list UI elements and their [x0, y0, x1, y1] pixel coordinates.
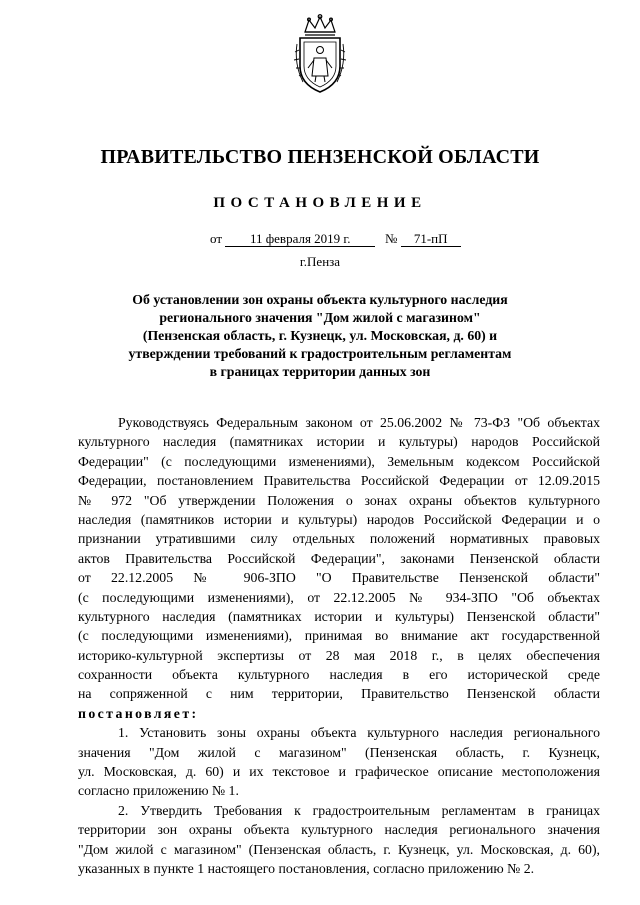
body-line: от 22.12.2005 № 906-ЗПО "О Правительстве Пензенской области" — [78, 570, 600, 586]
number-prefix: № — [385, 231, 398, 246]
government-title: ПРАВИТЕЛЬСТВО ПЕНЗЕНСКОЙ ОБЛАСТИ — [100, 146, 540, 168]
decree-date: 11 февраля 2019 г. — [225, 232, 375, 247]
document-body — [78, 413, 600, 878]
title-line: (Пензенская область, г. Кузнецк, ул. Московская, д. 60) и — [142, 328, 498, 343]
body-line: актов Правительства Российской Федерации", законами Пензенской области — [78, 550, 600, 566]
title-line: регионального значения "Дом жилой с магазином" — [159, 310, 481, 325]
body-line: Федерации, постановлением Правительства Российской Федерации от 12.09.2015 — [78, 473, 600, 489]
document-title — [110, 291, 530, 381]
body-line: на сопряженной с ним территории, Правительство Пензенской области — [78, 686, 600, 702]
date-prefix: от — [210, 231, 223, 246]
body-line: (с последующими изменениями), от 22.12.2005 № 934-ЗПО "Об объектах — [78, 589, 600, 605]
date-number-line — [210, 231, 461, 247]
title-line: утверждении требований к градостроительным регламентам — [128, 346, 512, 361]
body-line: территории зон охраны объекта культурного наследия регионального значения — [78, 822, 600, 838]
body-line: признании утратившими силу отдельных положений нормативных правовых — [78, 531, 600, 547]
title-line: Об установлении зон охраны объекта культурного наследия — [132, 292, 508, 307]
city-name: г.Пенза — [299, 254, 341, 269]
body-line: "Дом жилой с магазином" (Пензенская область, г. Кузнецк, ул. Московская, д. 60), — [78, 841, 600, 857]
body-line: культурного наследия (памятниках истории и культуры) Пензенской области" — [78, 608, 600, 624]
body-line: (с последующими изменениями), принимая во внимание акт государственной — [78, 628, 600, 644]
body-line: указанных в пункте 1 настоящего постановления, согласно приложению № 2. — [78, 860, 535, 876]
body-line: Руководствуясь Федеральным законом от 25.06.2002 № 73-ФЗ "Об объектах — [118, 415, 600, 430]
body-line: Федерации" (с последующими изменениями), Земельным кодексом Российской — [78, 453, 600, 469]
resolves-word: постановляет: — [78, 705, 199, 721]
document-type: ПОСТАНОВЛЕНИЕ — [213, 195, 427, 211]
decree-number: 71-пП — [401, 232, 461, 247]
clause-1-line: 1. Установить зоны охраны объекта культурного наследия регионального — [118, 725, 600, 741]
title-line: в границах территории данных зон — [209, 364, 431, 379]
clause-2-line: 2. Утвердить Требования к градостроительным регламентам в границах — [118, 802, 600, 818]
body-line: наследия (памятников истории и культуры) народов Российской Федерации и о — [78, 511, 600, 527]
body-line: сохранности объекта культурного наследия в его исторической среде — [78, 667, 600, 683]
body-line: ул. Московская, д. 60) и их текстовое и графическое описание местоположения — [78, 764, 600, 780]
body-line: культурного наследия (памятниках истории и культуры) народов Российской — [78, 434, 600, 450]
body-line: № 972 "Об утверждении Положения о зонах охраны объектов культурного — [78, 492, 600, 508]
body-line: историко-культурной экспертизы от 28 мая 2018 г., в целях обеспечения — [78, 647, 600, 663]
body-line: значения "Дом жилой с магазином" (Пензенская область, г. Кузнецк, — [78, 744, 600, 760]
coat-of-arms-emblem — [291, 14, 349, 96]
body-line: согласно приложению № 1. — [78, 783, 239, 799]
